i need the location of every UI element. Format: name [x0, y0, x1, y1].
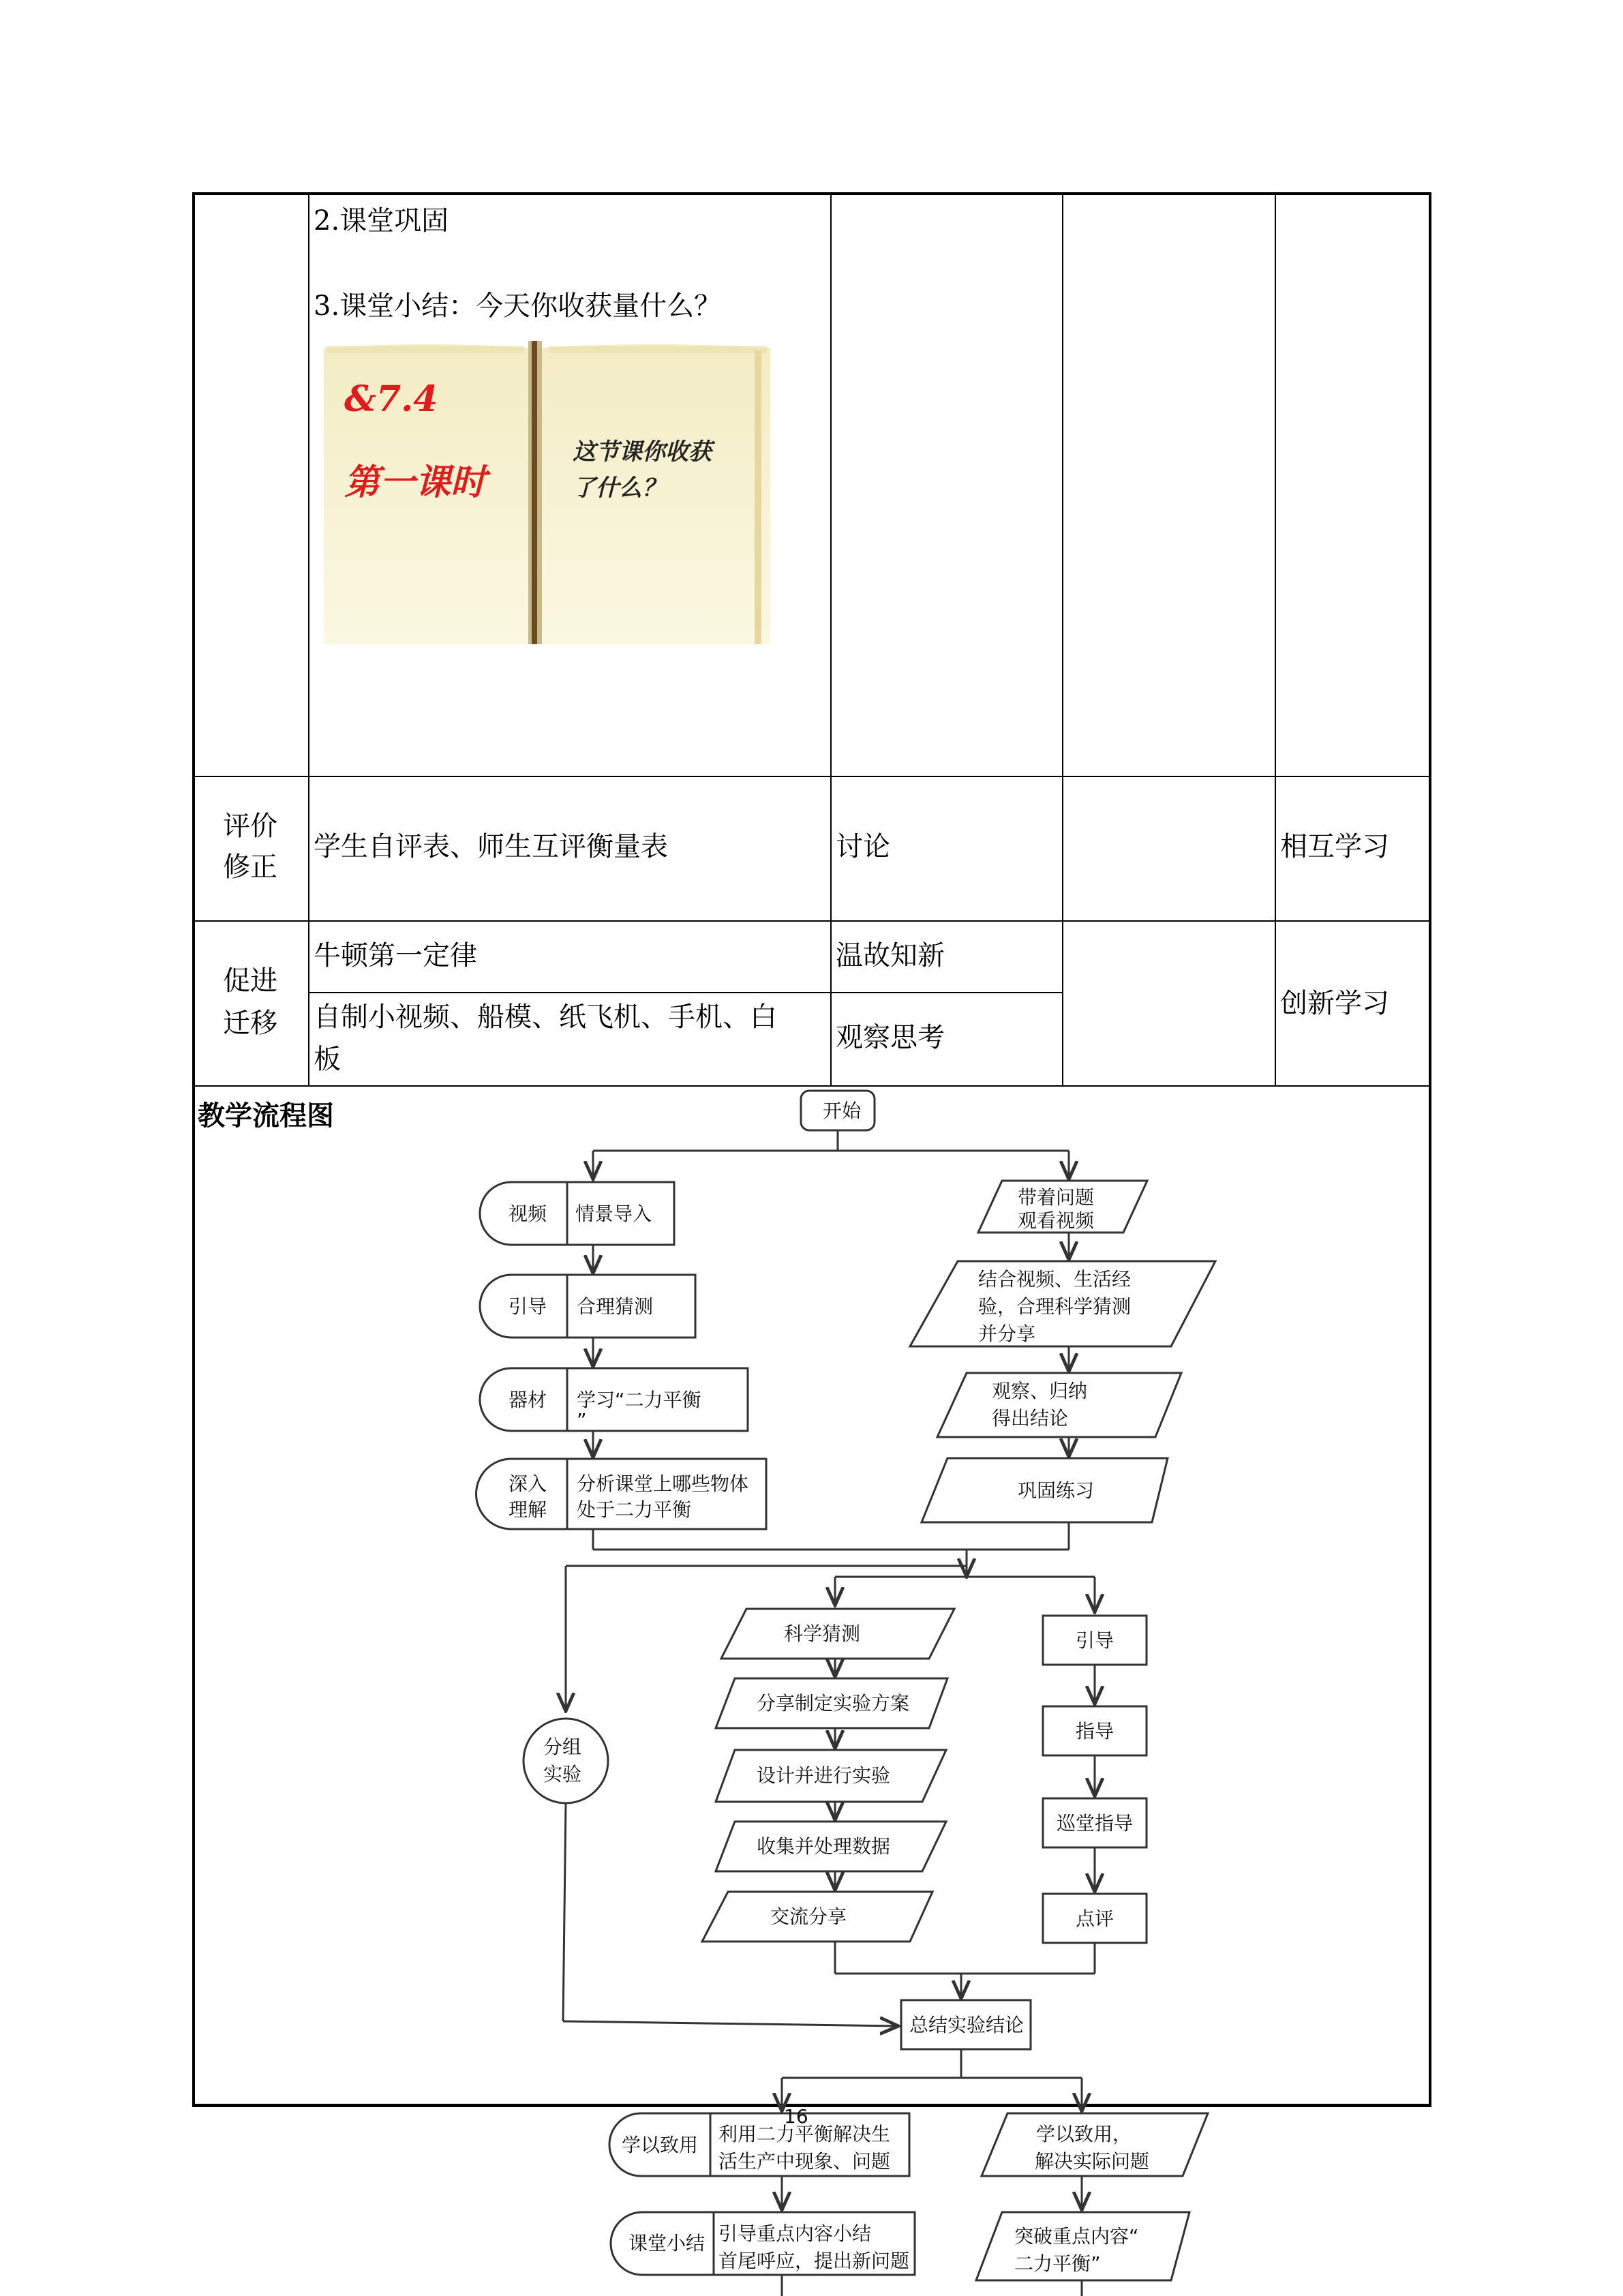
- guess-text: 科学猜测: [784, 1622, 861, 1645]
- item-classroom-consolidation: 2.课堂巩固: [314, 205, 449, 237]
- key-point-1: 突破重点内容“: [1014, 2225, 1139, 2248]
- page-number: 16: [784, 2105, 808, 2128]
- apply-text-1: 利用二力平衡解决生: [718, 2123, 891, 2145]
- teacher-direct-text: 指导: [1076, 1720, 1114, 1742]
- apply-right-2: 解决实际问题: [1035, 2150, 1150, 2173]
- key-point-2: 二力平衡”: [1014, 2252, 1101, 2275]
- book-left-lesson: 第一课时: [344, 462, 487, 503]
- transfer-content-a: 牛顿第一定律: [314, 940, 477, 971]
- book-left-heading: &7.4: [344, 378, 438, 420]
- class-summary-label: 课堂小结: [628, 2232, 706, 2254]
- equipment-label: 器材: [509, 1389, 547, 1411]
- deep-text-1: 分析课堂上哪些物体: [577, 1472, 749, 1495]
- deep-label-2: 理解: [509, 1498, 547, 1521]
- label-transfer-1: 促进: [223, 965, 277, 997]
- question-video-1: 带着问题: [1018, 1186, 1095, 1209]
- transfer-activity-a: 温故知新: [836, 940, 945, 971]
- apply-label: 学以致用: [622, 2134, 699, 2156]
- group-text-1: 分组: [543, 1736, 582, 1758]
- practice-text: 巩固练习: [1018, 1479, 1095, 1502]
- transfer-activity-b: 观察思考: [836, 1022, 945, 1053]
- combine-2: 验，合理科学猜测: [978, 1295, 1132, 1318]
- evaluation-activity: 讨论: [836, 831, 890, 862]
- item-classroom-summary: 3.课堂小结：今天你收获量什么？: [314, 290, 722, 322]
- question-video-2: 观看视频: [1018, 1209, 1095, 1232]
- design-text: 设计并进行实验: [757, 1764, 891, 1787]
- transfer-content-b-2: 板: [314, 1044, 341, 1075]
- book-right-question-1: 这节课你收获: [573, 438, 712, 466]
- summary-text: 总结实验结论: [909, 2014, 1025, 2036]
- label-evaluation-2: 修正: [223, 851, 277, 883]
- apply-right-1: 学以致用，: [1036, 2123, 1132, 2145]
- evaluation-method: 相互学习: [1280, 831, 1389, 862]
- share-text: 交流分享: [770, 1905, 847, 1928]
- plan-text: 分享制定实验方案: [757, 1692, 910, 1715]
- label-evaluation-1: 评价: [223, 811, 277, 842]
- deep-label-1: 深入: [509, 1472, 547, 1495]
- label-transfer-2: 迁移: [223, 1008, 277, 1039]
- observe-2: 得出结论: [992, 1407, 1069, 1430]
- equipment-text-2: ”: [577, 1409, 587, 1432]
- apply-text-2: 活生产中现象、问题: [718, 2150, 891, 2173]
- deep-text-2: 处于二力平衡: [577, 1498, 692, 1521]
- class-summary-text-1: 引导重点内容小结: [718, 2222, 872, 2245]
- transfer-content-b-1: 自制小视频、船模、纸飞机、手机、白: [314, 1001, 777, 1033]
- guide-label: 引导: [509, 1295, 547, 1318]
- group-experiment-circle: [524, 1719, 608, 1803]
- evaluation-content: 学生自评表、师生互评衡量表: [314, 831, 668, 862]
- transfer-method: 创新学习: [1280, 988, 1389, 1019]
- guide-text: 合理猜测: [577, 1295, 654, 1318]
- observe-1: 观察、归纳: [992, 1380, 1088, 1402]
- video-text: 情景导入: [575, 1203, 652, 1225]
- group-text-2: 实验: [543, 1763, 582, 1785]
- video-label: 视频: [509, 1203, 547, 1225]
- start-text: 开始: [823, 1100, 862, 1122]
- combine-3: 并分享: [978, 1323, 1036, 1345]
- teacher-patrol-text: 巡堂指导: [1057, 1812, 1134, 1834]
- teacher-comment-text: 点评: [1076, 1907, 1114, 1930]
- collect-text: 收集并处理数据: [757, 1835, 891, 1858]
- flowchart-title: 教学流程图: [198, 1100, 334, 1132]
- book-right-question-2: 了什么？: [573, 474, 665, 502]
- teacher-guide-text: 引导: [1076, 1629, 1114, 1652]
- equipment-text-1: 学习“二力平衡: [577, 1389, 701, 1411]
- class-summary-text-2: 首尾呼应，提出新问题: [718, 2250, 910, 2272]
- combine-1: 结合视频、生活经: [978, 1268, 1132, 1290]
